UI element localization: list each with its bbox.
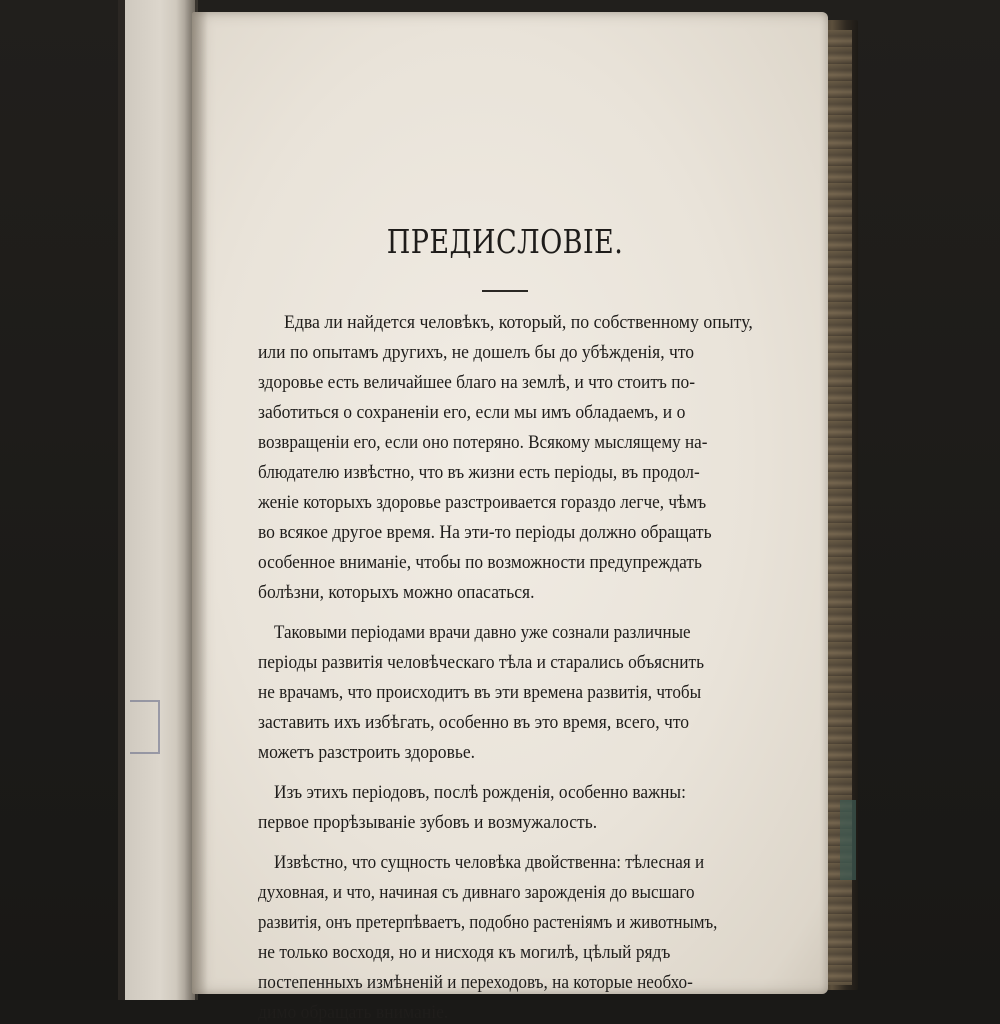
text-line: болѣзни, которыхъ можно опасаться. [258,582,535,603]
text-line: развитія, онъ претерпѣваетъ, подобно растеніямъ и животнымъ, [258,912,718,933]
text-line: періоды развитія человѣческаго тѣла и старались объяснить [258,652,705,673]
text-line: заботиться о сохраненіи его, если мы имъ обладаемъ, и о [258,402,686,423]
page-gutter-shadow [192,12,208,994]
text-line: Таковыми періодами врачи давно уже сознали различные [274,622,691,643]
text-line: или по опытамъ другихъ, не дошелъ бы до убѣжденія, что [258,342,695,363]
text-line: Извѣстно, что сущность человѣка двойственна: тѣлесная и [274,852,705,873]
text-line: здоровье есть величайшее благо на землѣ, и что стоитъ по- [258,372,696,393]
text-line: димо обращать вниманіе. [258,1002,449,1023]
text-line: не врачамъ, что происходитъ въ эти времена развитія, чтобы [258,682,702,703]
text-line: Едва ли найдется человѣкъ, который, по собственному опыту, [284,312,753,333]
text-line: Изъ этихъ періодовъ, послѣ рожденія, особенно важны: [274,782,686,803]
text-line: первое прорѣзываніе зубовъ и возмужалость. [258,812,598,833]
text-line: женіе которыхъ здоровье разстроивается гораздо легче, чѣмъ [258,492,707,513]
text-line: постепенныхъ измѣненій и переходовъ, на которые необхо- [258,972,693,993]
text-line: возвращеніи его, если оно потеряно. Всякому мыслящему на- [258,432,708,453]
text-line: можетъ разстроить здоровье. [258,742,476,763]
library-stamp-mark [130,700,160,754]
text-line: особенное вниманіе, чтобы по возможности предупреждать [258,552,702,573]
text-line: не только восходя, но и нисходя къ могилѣ, цѣлый рядъ [258,942,671,963]
text-line: блюдателю извѣстно, что въ жизни есть періоды, въ продол- [258,462,700,483]
text-line: заставить ихъ избѣгать, особенно въ это время, всего, что [258,712,690,733]
text-line: во всякое другое время. На эти-то періоды должно обращать [258,522,712,543]
text-line: духовная, и что, начиная съ дивнаго зарожденія до высшаго [258,882,695,903]
spine-label-fragment [840,800,856,880]
page-title: ПРЕДИСЛОВІЕ. [386,222,624,261]
title-divider [482,290,528,292]
